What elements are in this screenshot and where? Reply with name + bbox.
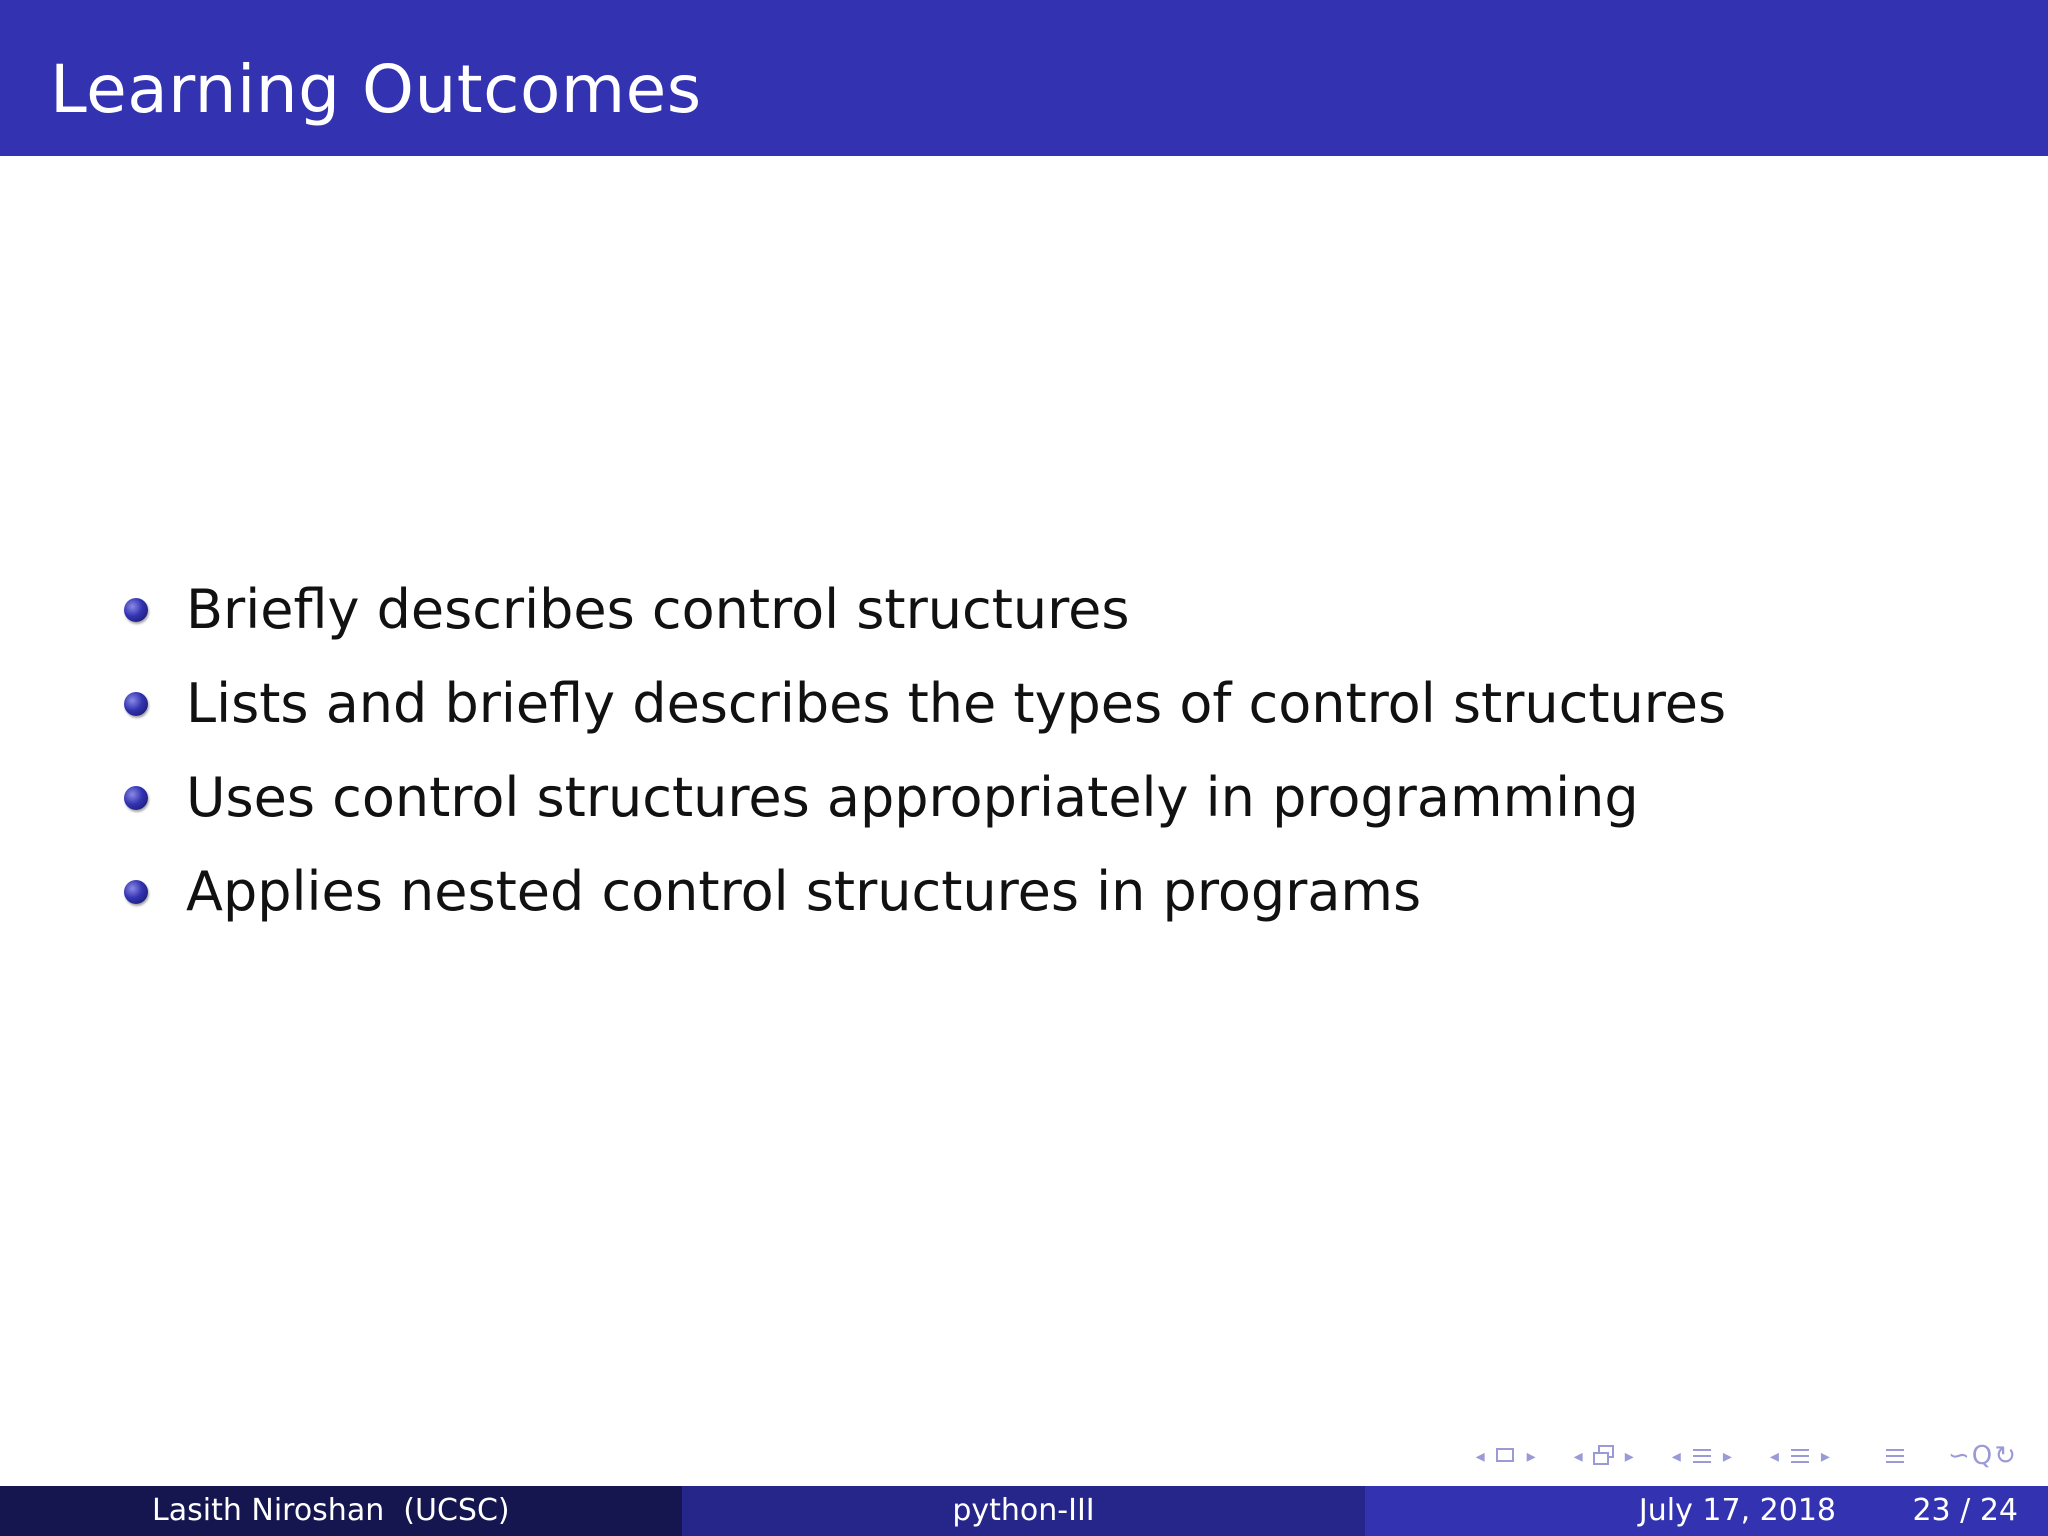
prev-slide-arrow-icon[interactable]: ◂ — [1475, 1445, 1485, 1467]
nav-section-group — [1762, 1443, 1838, 1469]
footer-title-box — [682, 1486, 1365, 1536]
nav-subsection-group — [1664, 1443, 1740, 1469]
next-slide-arrow-icon[interactable]: ▸ — [1526, 1445, 1536, 1467]
frames-stack-icon[interactable] — [1591, 1443, 1617, 1469]
slide-title: Learning Outcomes — [50, 51, 702, 128]
document-lines-icon[interactable] — [1882, 1443, 1908, 1469]
prev-subsection-arrow-icon[interactable]: ◂ — [1671, 1445, 1681, 1467]
footer-author-box — [0, 1486, 682, 1536]
prev-frame-arrow-icon[interactable]: ◂ — [1573, 1445, 1583, 1467]
bullet-text: Uses control structures appropriately in programming — [186, 766, 1639, 829]
bullet-text: Briefly describes control structures — [186, 578, 1130, 641]
beamer-navigation — [1446, 1440, 2018, 1472]
page-number: 23 / 24 — [1912, 1493, 2018, 1528]
bullet-text: Applies nested control structures in programs — [186, 860, 1422, 923]
footer-date-box — [1365, 1486, 2048, 1536]
prev-section-arrow-icon[interactable]: ◂ — [1769, 1445, 1779, 1467]
nav-document-group — [1860, 1443, 1908, 1469]
next-frame-arrow-icon[interactable]: ▸ — [1624, 1445, 1634, 1467]
footer-date: July 17, 2018 — [1638, 1493, 1836, 1528]
next-subsection-arrow-icon[interactable]: ▸ — [1722, 1445, 1732, 1467]
bullet-text: Lists and briefly describes the types of control structures — [186, 672, 1727, 735]
nav-slide-group — [1468, 1443, 1544, 1469]
bullet-icon — [124, 880, 148, 904]
section-lines-icon[interactable] — [1787, 1443, 1813, 1469]
bullet-icon — [124, 692, 148, 716]
search-zoom-icon[interactable]: ∽Q↻ — [1947, 1441, 2018, 1471]
footer — [0, 1486, 2048, 1536]
title-bar — [0, 0, 2048, 156]
footer-short-title: python-III — [952, 1493, 1095, 1528]
footer-author: Lasith Niroshan (UCSC) — [152, 1493, 510, 1528]
nav-frame-group — [1566, 1443, 1642, 1469]
bullet-icon — [124, 598, 148, 622]
bullet-icon — [124, 786, 148, 810]
next-section-arrow-icon[interactable]: ▸ — [1820, 1445, 1830, 1467]
subsection-lines-icon[interactable] — [1689, 1443, 1715, 1469]
slide-frame-icon[interactable] — [1493, 1443, 1519, 1469]
